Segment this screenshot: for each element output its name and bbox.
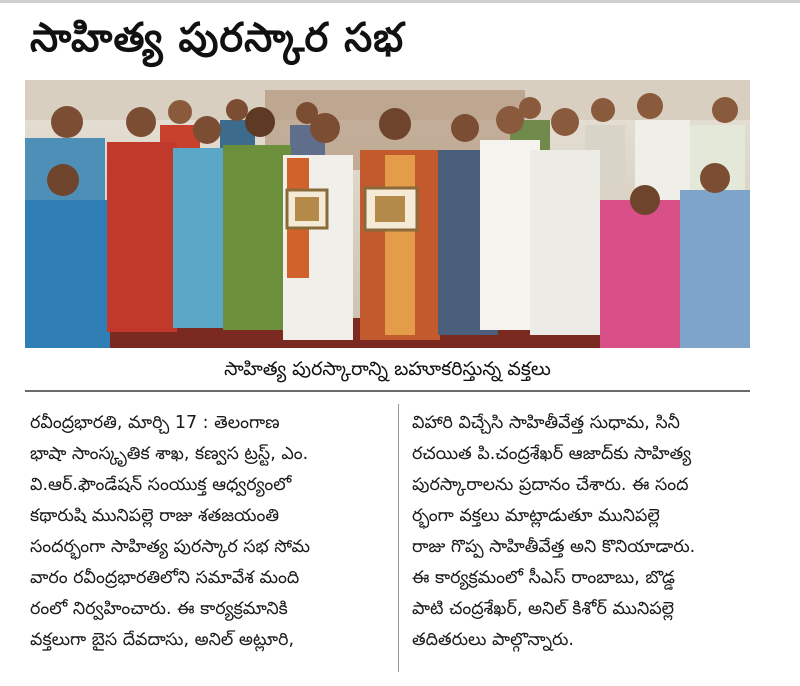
body-line: రచయిత పి.చంద్రశేఖర్ ఆజాద్‌కు సాహిత్య: [412, 444, 692, 464]
photo-caption: సాహిత్య పురస్కారాన్ని బహూకరిస్తున్న వక్తలు: [224, 358, 551, 380]
body-line: ఈ కార్యక్రమంలో సీఎస్ రాంబాబు, బొడ్డ: [412, 568, 675, 588]
news-photo: [25, 80, 750, 348]
top-rule: [0, 0, 800, 3]
body-line: ర్భంగా వక్తలు మాట్లాడుతూ మునిపల్లె: [412, 506, 660, 526]
body-line: వారం రవీంద్రభారతిలోని సమావేశ మంది: [30, 568, 300, 588]
body-line: రాజు గొప్ప సాహితీవేత్త అని కొనియాడారు.: [412, 537, 696, 557]
body-line: వి.ఆర్.ఫౌండేషన్ సంయుక్త ఆధ్వర్యంలో: [30, 475, 292, 495]
body-line: వక్తలుగా బైస దేవదాసు, అనిల్ అట్లూరి,: [30, 630, 295, 650]
body-left-column: [30, 408, 378, 656]
body-line: రంలో నిర్వహించారు. ఈ కార్యక్రమానికి: [30, 599, 288, 619]
body-line: పాటి చంద్రశేఖర్, అనిల్ కిశోర్ మునిపల్లె: [412, 599, 675, 619]
caption-rule: [25, 390, 750, 392]
column-divider: [398, 404, 399, 672]
body-line: సందర్భంగా సాహిత్య పురస్కార సభ సోమ: [30, 537, 311, 557]
body-line: భాషా సాంస్కృతిక శాఖ, కణ్వస ట్రస్ట్, ఎం.: [30, 444, 309, 464]
body-line: పురస్కారాలను ప్రదానం చేశారు. ఈ సంద: [412, 475, 689, 495]
body-line: రవీంద్రభారతి, మార్చి 17 : తెలంగాణ: [30, 413, 280, 433]
body-line: కథారుషి మునిపల్లె రాజు శతజయంతి: [30, 506, 280, 526]
body-right-column: [412, 408, 760, 656]
body-line: విహారి విచ్చేసి సాహితీవేత్త సుధామ, సినీ: [412, 413, 680, 433]
headline: సాహిత్య పురస్కార సభ: [30, 15, 405, 61]
body-line: తదితరులు పాల్గొన్నారు.: [412, 630, 574, 650]
